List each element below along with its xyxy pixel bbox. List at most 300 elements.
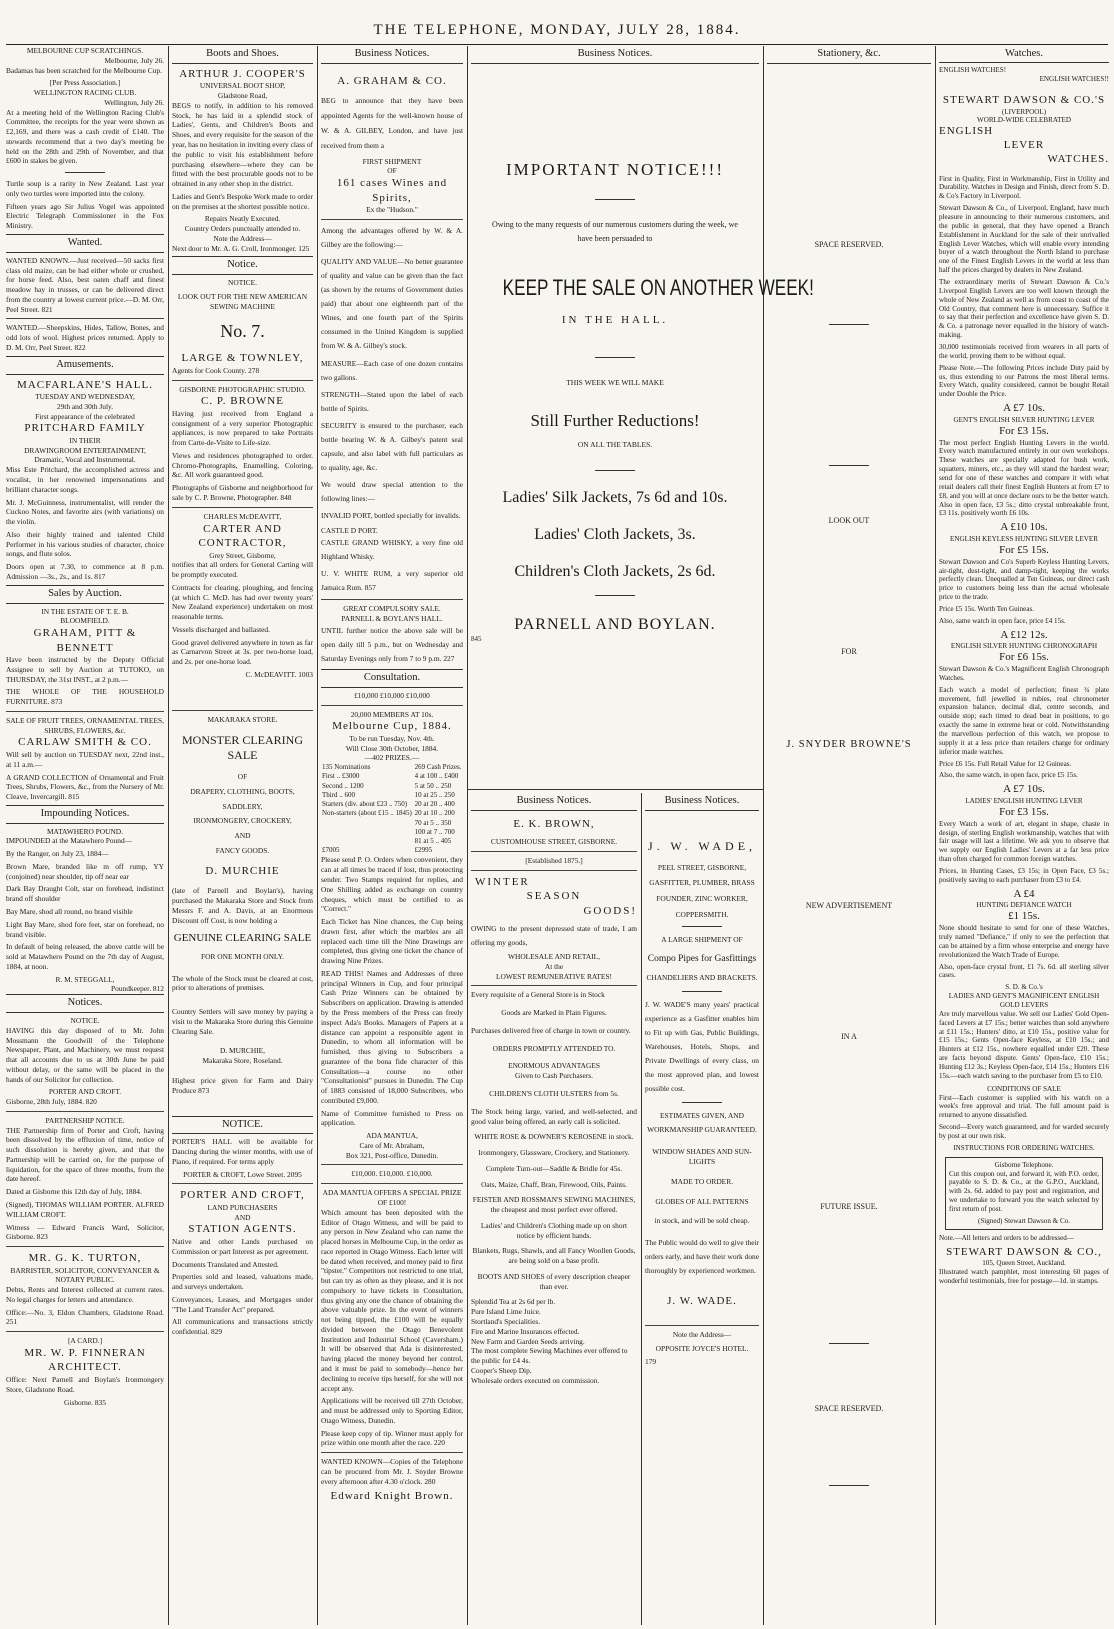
table-cell xyxy=(321,837,414,846)
ad-title: CARTER AND CONTRACTOR, xyxy=(198,522,287,550)
price-heading: For £3 15s. xyxy=(999,805,1049,818)
ad-title: LARGE & TOWNLEY, xyxy=(181,352,304,365)
ad-signature: C. McDEAVITT. 1003 xyxy=(245,669,313,679)
ad-body: Prices, in Hunting Cases, £3 15s; in Open Face, £3 5s.; positively saving to each purchaser from £3 to £4. xyxy=(939,866,1109,884)
ad-line: Oats, Maize, Chaff, Bran, Firewood, Oils, Paints. xyxy=(481,1179,627,1189)
ad-line: FUTURE ISSUE. xyxy=(820,1202,878,1212)
table-cell: 70 at 5 .. 350 xyxy=(414,818,452,827)
ad-body: Views and residences photographed to order. Chromo-Photographs, Enamelling, Coloring, &c. All work guaranteed good. xyxy=(172,450,313,480)
ad-title: PRITCHARD FAMILY xyxy=(24,422,146,435)
ad-line: FOUNDER, ZINC WORKER, xyxy=(656,894,748,904)
space-reserved: SPACE RESERVED. xyxy=(814,1404,884,1413)
coupon-signature: (Signed) Stewart Dawson & Co. xyxy=(977,1216,1070,1225)
table-cell: Non-starters (about £15 .. 1845) xyxy=(322,809,412,818)
ad-title: MONSTER CLEARING SALE xyxy=(181,732,303,763)
short-rule xyxy=(829,465,869,466)
ad-line: BARRISTER, SOLICITOR, CONVEYANCER & NOTARY PUBLIC. xyxy=(10,1265,160,1285)
ad-body: Having just received from England a consignment of a very superior Photographic appliances, is now prepared to take Portraits from Carte-de-Visite to Life-size. xyxy=(172,408,313,448)
ad-body: Also, open-face crystal front, £1 7s. 6d. all sterling silver cases. xyxy=(939,962,1109,980)
ad-body: All communications and transactions strictly confidential. 829 xyxy=(172,1317,313,1337)
ad-line: CASTLE D PORT. xyxy=(321,526,378,536)
ad-line: 29th and 30th July. xyxy=(56,401,114,411)
ad-title: WINTER xyxy=(475,875,530,888)
ad-body: Mr. J. McGuinness, instrumentalist, will render the Cuckoo Notes, and favorite airs (with variations) on the violin. xyxy=(6,497,164,527)
article-body: Fifteen years ago Sir Julius Vogel was appointed Electric Telegraph Commissioner in the Fox Ministry. xyxy=(6,201,164,231)
ad-rule xyxy=(321,219,463,220)
ad-body: Please send P. O. Orders when convenient, they can at all times be traced if lost, thus protecting sender. Two Stamps required for replies, and One Shilling added as exchange on country cheques, which must be certified to as "Correct." xyxy=(321,855,463,914)
ad-body: First in Quality, First in Workmanship, First in Utility and Durability. Watches in Design and Finish, direct from S. D. & Co's Factory in Liverpool. xyxy=(939,174,1109,201)
ad-line: AND xyxy=(234,831,251,841)
column-divider xyxy=(467,46,468,1625)
ad-line: IRONMONGERY, CROCKERY, xyxy=(193,816,292,826)
ad-line: —402 PRIZES.— xyxy=(364,753,420,763)
ad-line: ORDERS PROMPTLY ATTENDED TO. xyxy=(492,1043,616,1053)
article-body: Turtle soup is a rarity in New Zealand. Last year only two turtles were imported into the colony. xyxy=(6,179,164,198)
table-row xyxy=(321,828,463,837)
ad-line: Splendid Tea at 2s 6d per lb. xyxy=(471,1297,556,1307)
ad-line: ENGLISH KEYLESS HUNTING SILVER LEVER xyxy=(950,535,1098,544)
ad-title: GRAHAM, PITT & BENNETT xyxy=(33,627,137,654)
ad-line: OF xyxy=(237,772,248,782)
ad-body: INVALID PORT, bottled specially for invalids. xyxy=(321,511,461,521)
ad-line: MATAWHERO POUND. xyxy=(46,826,123,836)
ad-body: A GRAND COLLECTION of Ornamental and Fruit Trees, Shrubs, Flowers, &c., from the Nursery of Mr. Cleave, Invercargill. 815 xyxy=(6,772,164,802)
ad-body: HAVING this day disposed of to Mr. John Mossmann the Goodwill of the Telephone Newspaper, Plant, and Machinery, we must request that all accounts due to us at 30th June be paid without delay, or the same will be placed in the hands of our Solicitor for collection. xyxy=(6,1025,164,1084)
ad-title: MR. G. K. TURTON, xyxy=(28,1252,142,1265)
ad-body: Ladies and Gent's Bespoke Work made to order on the premises at the shortest possible notice. xyxy=(172,191,313,211)
ad-body: Each watch a model of perfection; finest ¾ plate movement, full jewelled in rubies, real chronometer expansion balance, decimal dial, centre seconds, and outside stop; each timed to dead beat in positions, to go exactly the same in extreme heat or cold. Notwithstanding the marvellous perfection of this watch, we propose to supply it at a less price than retailers charge for ordinary inferior made watches. xyxy=(939,685,1109,756)
ad-body: PORTER'S HALL will be available for Dancing during the winter months, with use of Piano, if required. For terms apply xyxy=(172,1137,313,1166)
ad-line: ESTIMATES GIVEN, AND WORKMANSHIP GUARANTEED. xyxy=(647,1111,757,1135)
ad-body: The Stock being large, varied, and well-selected, and good value being offered, an early call is solicited. xyxy=(471,1106,637,1126)
section-heading-wanted: Wanted. xyxy=(6,234,164,253)
ad-line: IN THE ESTATE OF T. E. B. xyxy=(41,606,129,616)
ad-body: notifies that all orders for General Carting will be promptly executed. xyxy=(172,560,313,580)
ad-line: FEISTER AND ROSSMAN'S SEWING MACHINES, the cheapest and most perfect ever offered. xyxy=(472,1195,636,1215)
ad-body: CASTLE GRAND WHISKY, a very fine old Highland Whisky. xyxy=(321,537,463,562)
ad-body: Native and other Lands purchased on Commission or part Interest as per agreement. xyxy=(172,1236,313,1256)
ad-line: GLOBES OF ALL PATTERNS xyxy=(655,1196,749,1206)
ad-body: Bay Mare, shod all round, no brand visible xyxy=(6,907,133,917)
ad-line: OPPOSITE JOYCE'S HOTEL. xyxy=(655,1343,749,1353)
table-cell: 4 at 100 .. £400 xyxy=(414,772,459,781)
ad-rule xyxy=(321,1183,463,1184)
ad-body: Every requisite of a General Store is in Stock xyxy=(471,990,605,1000)
space-reserved: SPACE RESERVED. xyxy=(814,239,884,249)
ad-title: ARTHUR J. COOPER'S xyxy=(179,67,306,80)
ad-title: J. W. WADE, xyxy=(647,838,757,853)
ad-body: Conveyances, Leases, and Mortgages under "The Land Transfer Act" prepared. xyxy=(172,1294,313,1314)
section-heading-amusements: Amusements. xyxy=(6,356,164,375)
ad-body: J. W. WADE'S many years' practical experience as a Gasfitter enables him to Fit up with Gas, Public Buildings, Warehouses, Hotels, Shops, and Private Dwellings of every class, on the most approved plan, and lowest possible cost. xyxy=(645,999,759,1094)
ad-body: QUALITY AND VALUE—No better guarantee of quality and value can be given than the fact (as shown by the returns of Government duties paid) that about one eighteenth part of the Wines, and one fourth part of the Spirits consumed in the United Kingdom is supplied from W. & A. Gilbey's stock. xyxy=(321,257,463,351)
ad-rule xyxy=(172,380,313,381)
price-line: Children's Cloth Jackets, 2s 6d. xyxy=(514,563,716,581)
section-rule xyxy=(467,789,763,790)
price-heading: A £12 12s. xyxy=(1000,628,1048,641)
ad-title: WATCHES. xyxy=(1047,152,1109,165)
ad-title: ENGLISH xyxy=(939,125,994,138)
ad-body: (Signed), THOMAS WILLIAM PORTER. ALFRED WILLIAM CROFT. xyxy=(6,1200,164,1219)
ad-line: Note the Address— xyxy=(213,233,272,243)
ad-line: Complete Turn-out—Saddle & Bridle for 45s. xyxy=(485,1163,623,1173)
ad-line: 20,000 MEMBERS AT 10s. xyxy=(350,709,434,719)
section-heading-auction: Sales by Auction. xyxy=(6,585,164,604)
price-line: Ladies' Cloth Jackets, 3s. xyxy=(534,526,696,544)
ad-body: THE WHOLE OF THE HOUSEHOLD FURNITURE. 873 xyxy=(6,687,164,707)
notice-headline: KEEP THE SALE ON ANOTHER WEEK! xyxy=(502,275,814,301)
ad-rule xyxy=(6,711,164,712)
table-cell: 10 at 25 .. 250 xyxy=(414,790,455,799)
article-body: At a meeting held of the Wellington Racing Club's Committee, the receipts for the year were shown as £2,169, and there was a cash credit of £140. The stewards recommend that a two day's meeting be held on the 28th and 29th of November, and that £600 in stakes be given. xyxy=(6,107,164,166)
ad-body: Dark Bay Draught Colt, star on forehead, indistinct brand off shoulder xyxy=(6,884,164,904)
ad-rule xyxy=(6,1246,164,1247)
ad-line: FIRST SHIPMENT xyxy=(362,156,422,166)
ad-line: Blankets, Rugs, Shawls, and all Fancy Woollen Goods, are being sold on a base profit. xyxy=(472,1246,636,1266)
ad-body: LOOK OUT FOR THE NEW AMERICAN SEWING MACHINE xyxy=(177,292,308,311)
ad-body: IMPOUNDED at the Matawhero Pound— xyxy=(6,836,133,846)
section-heading-business: Business Notices. xyxy=(321,46,463,64)
ad-line: GENT'S ENGLISH SILVER HUNTING LEVER xyxy=(953,415,1095,424)
ad-line: TUESDAY AND WEDNESDAY, xyxy=(35,392,135,402)
order-coupon xyxy=(945,1157,1103,1230)
ad-line: Box 321, Post-office, Dunedin. xyxy=(345,1150,439,1160)
ad-body: Office: Next Parnell and Boylan's Ironmongery Store, Gladstone Road. xyxy=(6,1374,164,1394)
ad-line: ENGLISH WATCHES!! xyxy=(1039,74,1109,83)
ad-line: NEW ADVERTISEMENT xyxy=(805,901,893,911)
section-heading-boots: Boots and Shoes. xyxy=(172,46,313,64)
ad-rule xyxy=(6,1331,164,1332)
credit-line: [Per Press Association.] xyxy=(49,78,121,88)
notice-body: Owing to the many requests of our numerous customers during the week, we have been persuaded to xyxy=(492,220,738,243)
ad-line: Fire and Marine Insurances effected. xyxy=(471,1326,580,1336)
ad-line: Ladies' and Children's Clothing made up on short notice by efficient hands. xyxy=(480,1220,628,1240)
ad-line: Repairs Neatly Executed. xyxy=(204,214,281,224)
short-rule xyxy=(595,357,635,358)
ad-title: 161 cases Wines and Spirits, xyxy=(336,177,448,204)
ad-title: Compo Pipes for Gasfittings xyxy=(647,953,757,964)
ad-line: Dramatic, Vocal and Instrumental. xyxy=(34,455,136,465)
ad-body: Dated at Gisborne this 12th day of July, 1884. xyxy=(6,1187,142,1197)
ad-body: Debts, Rents and Interest collected at current rates. No legal charges for letters and attendance. xyxy=(6,1285,164,1304)
section-heading-consultation: Consultation. xyxy=(321,669,463,688)
ad-line: ENORMOUS ADVANTAGES xyxy=(508,1061,600,1071)
ad-body: Stewart Dawson & Co.'s Magnificent English Chronograph Watches. xyxy=(939,665,1109,682)
short-rule xyxy=(65,172,105,173)
ad-rule xyxy=(172,507,313,508)
ad-line: INSTRUCTIONS FOR ORDERING WATCHES. xyxy=(953,1143,1095,1152)
ad-line: Pure Island Lime Juice. xyxy=(471,1307,541,1317)
column-divider xyxy=(935,46,936,1625)
ad-line: CUSTOMHOUSE STREET, GISBORNE. xyxy=(490,837,618,847)
table-cell: Second .. 1200 xyxy=(322,781,364,790)
ad-body: U. V. WHITE RUM, a very superior old Jamaica Rum. 857 xyxy=(321,569,463,593)
table-row xyxy=(321,800,463,809)
ad-signature: PORTER AND CROFT. xyxy=(48,1087,122,1097)
ad-body: We would draw special attention to the following lines:— xyxy=(321,480,463,504)
advertiser-name: PARNELL AND BOYLAN. xyxy=(514,615,716,633)
ad-title: PORTER AND CROFT, xyxy=(180,1189,305,1202)
section-heading-notice: Notice. xyxy=(172,256,313,275)
ad-body: Among the advantages offered by W. & A. Gilbey are the following:— xyxy=(321,225,463,250)
ad-line: WHOLESALE AND RETAIL, xyxy=(508,952,600,962)
column-boots-and-notices xyxy=(172,46,313,1625)
ad-body: By the Ranger, on July 23, 1884— xyxy=(6,849,109,859)
ad-rule xyxy=(6,1111,164,1112)
ad-rule xyxy=(321,599,463,600)
table-cell: 269 Cash Prizes. xyxy=(414,763,462,772)
ad-body: BEG to announce that they have been appointed Agents for the well-known house of W. & A. GILBEY, London, and have just received from them a xyxy=(321,96,463,150)
ad-line: S. D. & Co.'s xyxy=(1005,983,1043,992)
section-heading-impounding: Impounding Notices. xyxy=(6,805,164,824)
ad-body: Also their highly trained and talented Child Performer in his various studies of character, choice songs, and flute solos. xyxy=(6,529,164,559)
ad-body: The Public would do well to give their orders early, and have their work done thoroughly by experienced workmen. xyxy=(645,1238,759,1276)
ad-body: (late of Parnell and Boylan's), having purchased the Makaraka Store and Stock from Messrs F. and A. Davis, at an Enormous Discount off Cost, is now holding a xyxy=(172,886,313,925)
ad-line: Agents for Cook County. 278 xyxy=(172,365,260,375)
column-news-and-notices xyxy=(6,46,164,1625)
ad-body: STRENGTH—Stated upon the label of each bottle of Spirits. xyxy=(321,389,463,413)
ad-line: Gladstone Road, xyxy=(217,91,268,101)
table-cell: First .. £3000 xyxy=(322,772,360,781)
ad-body: Illustrated watch pamphlet, most interesting 60 pages of wonderful testimonials, free for postage—1d. in stamps. xyxy=(939,1268,1109,1286)
ad-body: Contracts for clearing, ploughing, and fencing (at which C. McD. has had over twenty years' New Zealand experience) undertaken on most reasonable terms. xyxy=(172,582,313,622)
ad-body: Please Note.—The following Prices include Duty paid by us, thus extending to our Patrons the most liberal terms. Every Watch, quality considered, cannot be bought Retail under Double the Price. xyxy=(939,363,1109,399)
section-heading-business: Business Notices. xyxy=(471,46,759,64)
ad-body: Doors open at 7.30, to commence at 8 p.m. Admission —3s., 2s., and 1s. 817 xyxy=(6,562,164,581)
notice-headline: IMPORTANT NOTICE!!! xyxy=(505,159,725,179)
ad-line: NOTICE. xyxy=(228,278,257,288)
ad-line: PEEL STREET, GISBORNE, xyxy=(657,862,747,872)
masthead: THE TELEPHONE, MONDAY, JULY 28, 1884. xyxy=(373,22,741,38)
table-cell: 135 Nominations xyxy=(322,763,371,772)
table-row xyxy=(321,837,463,846)
ad-line: Will Close 30th October, 1884. xyxy=(345,743,439,753)
ad-body: Price £5 15s. Worth Ten Guineas. xyxy=(939,604,1035,613)
ad-line: LADIES AND GENT'S MAGNIFICENT ENGLISH GOLD LEVERS xyxy=(948,992,1100,1009)
ad-title: ADA MANTUA OFFERS A SPECIAL PRIZE OF £100! xyxy=(322,1188,462,1207)
ad-body: THE Partnership firm of Porter and Croft, having been dissolved by the effluxion of time, notice of such dissolution is hereby given, and that the Partnership will be carried on, for the purpose of liquidation, for the space of three months, from the date hereof. xyxy=(6,1125,164,1184)
ad-line: First appearance of the celebrated xyxy=(35,411,135,421)
section-heading-stationery: Stationery, &c. xyxy=(767,46,931,64)
ad-body: Gisborne, 28th July, 1884. 820 xyxy=(6,1097,97,1107)
table-cell: 20 at 20 .. 400 xyxy=(414,800,455,809)
ad-line: Goods are Marked in Plain Figures. xyxy=(501,1008,607,1018)
ad-line: NOTICE. xyxy=(70,1016,100,1025)
ad-body: Also, same watch in open face, price £4 15s. xyxy=(939,616,1066,625)
masthead-rule xyxy=(6,44,1108,45)
ad-line: IN THEIR xyxy=(69,435,101,445)
ad-body: Next door to Mr. A. G. Croll, Ironmonger. 125 xyxy=(172,243,310,253)
ad-rule xyxy=(172,1183,313,1184)
prize-table xyxy=(321,763,463,855)
ad-rule xyxy=(645,1325,759,1326)
table-cell: 5 at 50 .. 250 xyxy=(414,781,452,790)
ad-line: DRAPERY, CLOTHING, BOOTS, xyxy=(190,786,295,796)
ad-line: Grey Street, Gisborne, xyxy=(209,550,276,560)
ad-line: £10,000. £10,000. £10,000. xyxy=(351,1169,433,1179)
table-row xyxy=(321,782,463,791)
short-rule xyxy=(595,595,635,596)
ad-line: LAND PURCHASERS xyxy=(207,1202,278,1212)
ad-line: Care of Mr. Abraham, xyxy=(359,1140,425,1150)
dateline: Wellington, July 26. xyxy=(104,97,164,107)
short-rule xyxy=(682,1102,722,1103)
short-rule xyxy=(595,199,635,200)
ad-line: Cooper's Sheep Dip. xyxy=(471,1365,532,1375)
ad-line: CHILDREN'S CLOTH ULSTERS from 5s. xyxy=(489,1089,619,1098)
table-row xyxy=(321,772,463,781)
ad-title: MACFARLANE'S HALL. xyxy=(17,378,153,391)
notice-line: ON ALL THE TABLES. xyxy=(577,440,653,450)
ad-line: FOR xyxy=(841,646,857,656)
notice-subhead: IN THE HALL. xyxy=(561,313,669,326)
article-body: Badamas has been scratched for the Melbourne Cup. xyxy=(6,65,162,75)
ad-title: A. GRAHAM & CO. xyxy=(337,74,447,87)
ad-body: Applications will be received till 27th October, and must be addressed only to Sporting Editor, Otago Witness, Dunedin. xyxy=(321,1396,463,1425)
article-heading: MELBOURNE CUP SCRATCHINGS. xyxy=(26,46,144,55)
ad-body: BEGS to notify, in addition to his removed Stock, he has laid in a splendid stock of Ladies', Gents, and Children's Boots and Shoes, and every requisite for the season of the year, has no hesitation in inviting every class of the public to visit his establishment before purchasing elsewhere—where they can be fitted with the best procurable goods not to be obtained in any other shop in the district. xyxy=(172,100,313,189)
ad-body: Photographs of Gisborne and neighborhood for sale by C. P. Browne, Photographer. 848 xyxy=(172,483,313,502)
section-heading-notice: NOTICE. xyxy=(172,1116,313,1135)
ad-body: First—Each customer is supplied with his watch on a week's free approval and trial. The full amount paid is returned to anyone dissatisfied. xyxy=(939,1093,1109,1120)
ad-title: GENUINE CLEARING SALE xyxy=(173,932,312,945)
ad-body: Purchases delivered free of charge in town or country. xyxy=(471,1025,631,1035)
ad-body: Office:—No. 3, Eldon Chambers, Gladstone Road. 251 xyxy=(6,1307,164,1327)
ad-title: J. W. WADE. xyxy=(667,1295,737,1308)
ad-signature: D. MURCHIE, xyxy=(220,1046,265,1056)
ad-body: Name of Committee furnished to Press on application. xyxy=(321,1108,463,1128)
price-heading: A £10 10s. xyxy=(1000,521,1048,534)
ad-body: Brown Mare, branded like m off rump, YY (conjoined) near shoulder, tip off near ear xyxy=(6,861,164,881)
ad-line: MADE TO ORDER. xyxy=(671,1176,733,1186)
section-heading-business: Business Notices. xyxy=(645,793,759,811)
ad-line: SALE OF FRUIT TREES, ORNAMENTAL TREES, SHRUBS, FLOWERS, &c. xyxy=(6,715,164,735)
ad-body: Good gravel delivered anywhere in town as far as Carnarvon Street at 3s. per two-horse load, and 2s. per one-horse load. xyxy=(172,637,313,667)
ad-line: Note the Address— xyxy=(672,1329,732,1339)
ad-line: The most complete Sewing Machines ever offered to the public for £4 4s. xyxy=(471,1346,628,1366)
ad-body: In default of being released, the above cattle will be sold at Matawhero Pound on the 7th day of August, 1884, at noon. xyxy=(6,942,164,971)
ad-line: Ex the "Hudson." xyxy=(366,205,418,215)
price-heading: A £4 xyxy=(1013,887,1035,900)
ad-body: 30,000 testimonials received from wearers in all parts of the world, proving them to be without equal. xyxy=(939,343,1109,360)
ad-signature: R. M. STEGGALL, xyxy=(55,974,115,984)
short-rule xyxy=(595,470,635,471)
table-cell: £2995 xyxy=(414,846,433,855)
ad-line: DRAWINGROOM ENTERTAINMENT, xyxy=(24,445,146,455)
ad-title: J. SNYDER BROWNE'S xyxy=(786,738,912,750)
price-heading: For £3 15s. xyxy=(999,424,1049,437)
classified-ad: WANTED.—Sheepskins, Hides, Tallow, Bones, and odd lots of wool. Highest prices returned. Apply to D. M. Orr, Peel Street. 822 xyxy=(6,323,164,352)
table-row xyxy=(321,763,463,772)
column-ek-brown xyxy=(471,793,637,1625)
ad-body: Price £6 15s. Full Retail Value for 12 Guineas. xyxy=(939,759,1072,768)
column-stationery xyxy=(767,46,931,1625)
ad-body: The most perfect English Hunting Levers in the world. Every watch manufactured entirely in our own workshops. These watches are specially adapted for bush work, squatters, miners, etc., as they will stand the hardest wear; send for one of these watches and compare it with what retail dealers call their finest English Hunters at from £7 to £8, and you will at once declare ours to be the better watch. Also in open face, £3 5s.; ditto crystal unbreakable front, £3 11s. positively worth £6 10s. xyxy=(939,438,1109,518)
ad-body: Please keep copy of tip. Winner must apply for prize within one month after the race. 220 xyxy=(321,1428,463,1448)
short-rule xyxy=(829,1343,869,1344)
ad-line: LADIES' ENGLISH HUNTING LEVER xyxy=(965,797,1083,806)
section-heading-business: Business Notices. xyxy=(471,793,637,811)
ad-line: LOWEST REMUNERATIVE RATES! xyxy=(495,971,613,981)
ad-rule xyxy=(6,318,164,319)
ad-line: Makaraka Store, Roseland. xyxy=(202,1056,283,1066)
short-rule xyxy=(682,991,722,992)
ad-line: COPPERSMITH. xyxy=(675,909,729,919)
ad-line: PARNELL & BOYLAN'S HALL. xyxy=(341,613,443,623)
table-cell: Starters (div. about £23 .. 750) xyxy=(322,800,408,809)
ad-body: Second—Every watch guaranteed, and for warded securely by post at our own risk. xyxy=(939,1123,1109,1140)
table-cell: 81 at 5 .. 405 xyxy=(414,837,452,846)
ad-title: Melbourne Cup, 1884. xyxy=(332,720,452,733)
ad-body: Documents Translated and Attested. xyxy=(172,1259,279,1269)
short-rule xyxy=(829,1485,869,1486)
ad-body: Light Bay Mare, shod fore feet, star on forehead, no brand visible. xyxy=(6,919,164,939)
ad-rule xyxy=(471,870,637,871)
ad-line: MAKARAKA STORE. xyxy=(207,714,278,724)
article-heading: WELLINGTON RACING CLUB. xyxy=(33,88,137,98)
short-rule xyxy=(829,324,869,325)
ad-body: Each Ticket has Nine chances, the Cup being drawn first, after which the marbles are all replaced each time till the Nine Drawings are completed, thus giving one ticket the chance of drawing Nine Prizes. xyxy=(321,917,463,966)
table-row xyxy=(321,791,463,800)
ad-line: At the xyxy=(544,961,564,971)
price-line: Ladies' Silk Jackets, 7s 6d and 10s. xyxy=(502,489,728,507)
table-cell: 100 at 7 .. 700 xyxy=(414,827,455,836)
ad-body: Which amount has been deposited with the Editor of Otago Witness, and will be paid to any person in New Zealand who can name the placed horses in Melbourne Cup, in the order as race reported in Otago Witness. Each letter will be dated when received, and money paid to first "tipster." Competitors not restricted to one trial, but can try as often as they please, and it is not compulsory to have tickets in Consultation, thus giving any one the chance of obtaining the above valuable prize. In the event of winners not being tipped, the £100 will be equally divided between the Otago Benevolent Institution and Industrial School (Caversham.) It will be observed that Ada is disinterested, having placed the money beyond her control, and it must be paid to somebody—hence her declining to receive tips herself, for she will not accept any. xyxy=(321,1207,463,1393)
ad-body: None should hesitate to send for one of these Watches, truly named "Defiance," if only to see the perfection that can be attained by a firm whose enterprise and energy have revolutionized the Watch Trade of Europe. xyxy=(939,924,1109,959)
ad-line: in stock, and will be sold cheap. xyxy=(654,1216,750,1226)
ad-line: LOOK OUT xyxy=(828,516,870,526)
ad-title: STATION AGENTS. xyxy=(188,1223,297,1236)
table-row xyxy=(321,819,463,828)
ad-line: FANCY GOODS. xyxy=(215,845,270,855)
price-heading: £1 15s. xyxy=(1008,910,1040,923)
table-cell: £7005 xyxy=(322,846,340,855)
ad-body: Miss Este Pritchard, the accomplished actress and vocalist, in her renowned impersonations and brilliant character songs. xyxy=(6,465,164,494)
ad-line: CHARLES McDEAVITT, xyxy=(203,511,282,521)
column-divider xyxy=(317,46,318,1625)
price-heading: For £6 15s. xyxy=(999,651,1049,664)
ad-line: UNIVERSAL BOOT SHOP, xyxy=(199,81,286,91)
ad-body: SECURITY is ensured to the purchaser, each bottle bearing W. & A. Gilbey's patent seal capsule, and also label with full particulars as to quality, age, &c. xyxy=(321,420,463,472)
ad-body: Witness — Edward Francis Ward, Solicitor, Gisborne. 823 xyxy=(6,1222,164,1242)
ad-line: To be run Tuesday, Nov. 4th. xyxy=(349,733,435,743)
ad-line: WORLD-WIDE CELEBRATED xyxy=(977,116,1071,125)
ad-body: OWING to the present depressed state of trade, I am offering my goods, xyxy=(471,924,637,947)
ad-body: Also, the same watch, in open face, price £5 15s. xyxy=(939,771,1078,780)
ad-line: GREAT COMPULSORY SALE. xyxy=(343,604,441,614)
ad-signature: ADA MANTUA, xyxy=(366,1131,418,1141)
ad-body: The extraordinary merits of Stewart Dawson & Co.'s Liverpool English Levers are too well known through the whole of New Zealand as well as from coast to coast of the Old Country, that comment here is unnecessary. Suffice it to say that their perfection and excellence have given S. D. & Co. a patronage never equalled in the history of watch-making. xyxy=(939,278,1109,340)
ad-rule xyxy=(321,1164,463,1165)
ad-title: STEWART DAWSON & CO., xyxy=(946,1245,1102,1258)
ad-line: HUNTING DEFIANCE WATCH xyxy=(976,901,1072,910)
table-row xyxy=(321,846,463,855)
section-heading-watches: Watches. xyxy=(939,46,1109,63)
ad-body: Highest price given for Farm and Dairy Produce 873 xyxy=(172,1075,313,1095)
ad-line: BOOTS AND SHOES of every description cheaper than ever. xyxy=(477,1271,631,1291)
ad-line: ENGLISH SILVER HUNTING CHRONOGRAPH xyxy=(950,642,1098,651)
ad-line: [Established 1875.] xyxy=(525,856,583,866)
table-cell: Third .. 600 xyxy=(322,790,356,799)
ad-line: Country Orders punctually attended to. xyxy=(184,224,301,234)
coupon-title: Gisborne Telephone. xyxy=(994,1160,1054,1169)
ad-rule xyxy=(471,851,637,852)
ad-title: MR. W. P. FINNERAN ARCHITECT. xyxy=(24,1346,146,1374)
coupon-body: Cut this coupon out, and forward it, with P.O. order, payable to S. D. & Co., at the G.P.O., Auckland, with 2s. 6d. added to pay post and registration, and we undertake to forward you the watch selected by first return of post. xyxy=(949,1169,1099,1213)
ad-title: No. 7. xyxy=(220,320,265,341)
ad-body: Country Settlers will save money by paying a visit to the Makaraka Store during this Genuine Clearing Sale. xyxy=(172,1007,313,1036)
ad-line: BLOOMFIELD. xyxy=(60,616,110,626)
